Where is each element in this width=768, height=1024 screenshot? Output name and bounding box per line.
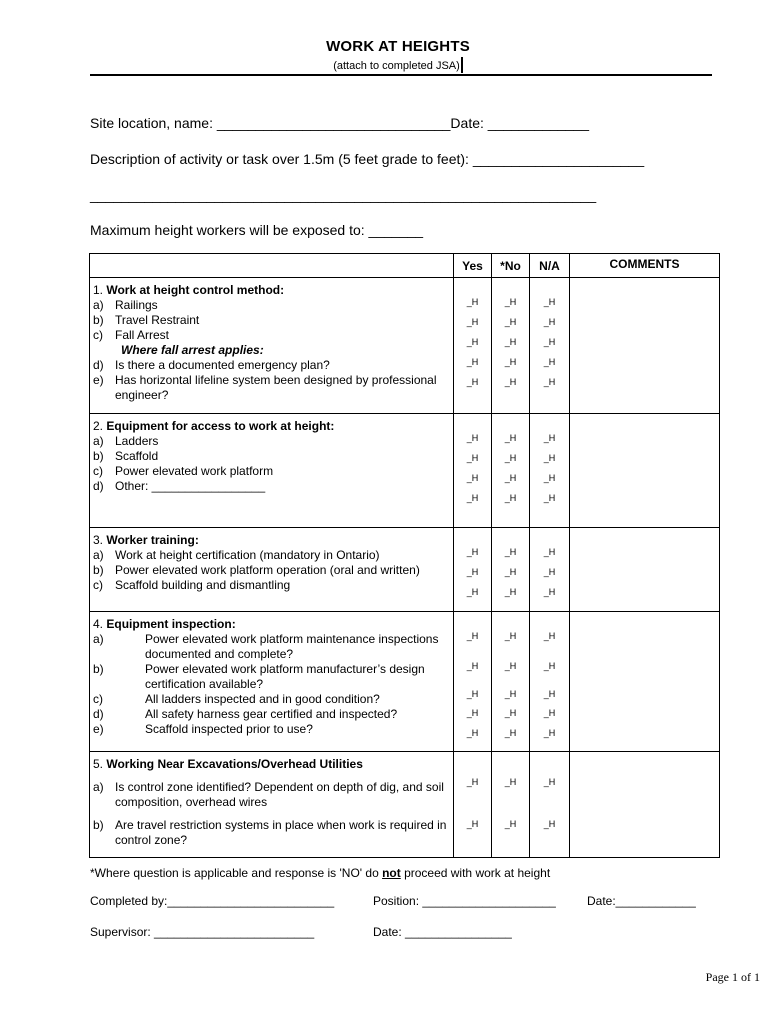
supervisor-field[interactable]: Supervisor: ________________________ (90, 925, 315, 939)
item-text: Work at height certification (mandatory in Ontario) (115, 548, 380, 562)
yes-checkbox[interactable]: _H (466, 587, 479, 597)
item-text: Other: _________________ (115, 479, 266, 493)
na-checkbox-cell (530, 752, 570, 858)
section-heading: 4. Equipment inspection: (93, 617, 236, 631)
yes-checkbox[interactable]: _H (466, 689, 479, 699)
yes-checkbox[interactable]: _H (466, 631, 479, 641)
na-checkbox[interactable]: _H (543, 337, 556, 347)
checklist-item (93, 578, 449, 593)
na-checkbox[interactable]: _H (543, 708, 556, 718)
na-checkbox[interactable]: _H (543, 377, 556, 387)
yes-checkbox-cell (454, 528, 492, 612)
item-text: Power elevated work platform operation (oral and written) (115, 563, 420, 577)
no-checkbox[interactable]: _H (504, 689, 517, 699)
checklist-section-row (90, 414, 720, 528)
item-letter: b) (93, 563, 104, 577)
question-cell (90, 414, 454, 528)
no-checkbox[interactable]: _H (504, 453, 517, 463)
checklist-item (93, 358, 449, 373)
item-text: Scaffold (115, 449, 159, 463)
yes-checkbox[interactable]: _H (466, 777, 479, 787)
no-checkbox[interactable]: _H (504, 728, 517, 738)
no-checkbox[interactable]: _H (504, 777, 517, 787)
item-text: All ladders inspected and in good condition? (145, 692, 380, 706)
no-checkbox[interactable]: _H (504, 377, 517, 387)
na-checkbox[interactable]: _H (543, 567, 556, 577)
yes-checkbox[interactable]: _H (466, 473, 479, 483)
question-cell (90, 528, 454, 612)
item-letter: c) (93, 328, 103, 342)
item-text: Is there a documented emergency plan? (115, 358, 330, 372)
yes-checkbox[interactable]: _H (466, 547, 479, 557)
no-checkbox[interactable]: _H (504, 317, 517, 327)
checklist-item (93, 818, 449, 848)
checklist-table (89, 253, 720, 858)
table-header-row (90, 254, 720, 278)
section-heading: 2. Equipment for access to work at height: (93, 419, 335, 433)
checklist-item (93, 548, 449, 563)
yes-checkbox[interactable]: _H (466, 433, 479, 443)
checklist-item (93, 464, 449, 479)
item-letter: c) (93, 464, 103, 478)
checklist-section-row (90, 752, 720, 858)
item-letter: b) (93, 662, 104, 676)
checklist-item (93, 313, 449, 328)
yes-checkbox-cell (454, 612, 492, 752)
item-text: Scaffold inspected prior to use? (145, 722, 313, 736)
item-letter: b) (93, 449, 104, 463)
text-cursor (461, 57, 463, 73)
na-checkbox[interactable]: _H (543, 297, 556, 307)
na-checkbox[interactable]: _H (543, 473, 556, 483)
form-title: WORK AT HEIGHTS (326, 38, 470, 55)
na-checkbox[interactable]: _H (543, 587, 556, 597)
item-letter: c) (93, 692, 103, 706)
yes-checkbox-cell (454, 752, 492, 858)
checklist-item (93, 479, 449, 494)
section-heading: 3. Worker training: (93, 533, 199, 547)
checklist-item (93, 298, 449, 313)
no-column-header: *No (492, 254, 530, 278)
no-checkbox-cell (492, 612, 530, 752)
page-number: Page 1 of 1 (705, 970, 760, 984)
item-letter: d) (93, 479, 104, 493)
warning-note: *Where question is applicable and response is 'NO' do not proceed with work at height (90, 866, 551, 880)
checklist-item (93, 692, 449, 707)
item-text: Has horizontal lifeline system been designed by professional engineer? (115, 373, 437, 402)
yes-column-header: Yes (454, 254, 492, 278)
no-checkbox[interactable]: _H (504, 297, 517, 307)
no-checkbox[interactable]: _H (504, 587, 517, 597)
item-letter: d) (93, 707, 104, 721)
na-checkbox-cell (530, 278, 570, 414)
no-checkbox[interactable]: _H (504, 547, 517, 557)
comments-cell[interactable] (570, 752, 720, 858)
na-checkbox[interactable]: _H (543, 661, 556, 671)
yes-checkbox-cell (454, 414, 492, 528)
max-height-field[interactable]: Maximum height workers will be exposed to: _______ (90, 222, 424, 238)
checklist-item (93, 449, 449, 464)
checklist-item (93, 707, 449, 722)
yes-checkbox[interactable]: _H (466, 567, 479, 577)
completed-date-field[interactable]: Date:____________ (587, 894, 696, 908)
na-checkbox[interactable]: _H (543, 433, 556, 443)
no-checkbox-cell (492, 752, 530, 858)
no-checkbox[interactable]: _H (504, 337, 517, 347)
checklist-section-row (90, 528, 720, 612)
item-text: Scaffold building and dismantling (115, 578, 291, 592)
form-subtitle: (attach to completed JSA) (0, 57, 768, 73)
position-field[interactable]: Position: ____________________ (373, 894, 556, 908)
na-checkbox[interactable]: _H (543, 453, 556, 463)
no-checkbox[interactable]: _H (504, 819, 517, 829)
checklist-item (93, 780, 449, 810)
checklist-item (93, 662, 449, 692)
site-location-field[interactable]: Site location, name: ______________________________Date: _____________ (90, 115, 590, 131)
yes-checkbox[interactable]: _H (466, 357, 479, 367)
yes-checkbox[interactable]: _H (466, 377, 479, 387)
checklist-section-row (90, 278, 720, 414)
item-text: Power elevated work platform (115, 464, 274, 478)
fall-arrest-subheading: Where fall arrest applies: (121, 343, 264, 357)
yes-checkbox[interactable]: _H (466, 493, 479, 503)
na-checkbox-cell (530, 528, 570, 612)
item-letter: b) (93, 313, 104, 327)
comments-column-header: COMMENTS (570, 254, 720, 278)
na-column-header: N/A (530, 254, 570, 278)
checklist-item (93, 373, 449, 403)
question-cell (90, 752, 454, 858)
checklist-section-row (90, 612, 720, 752)
item-text: Are travel restriction systems in place when work is required in control zone? (115, 818, 447, 847)
yes-checkbox[interactable]: _H (466, 297, 479, 307)
yes-checkbox-cell (454, 278, 492, 414)
item-letter: a) (93, 548, 104, 562)
na-checkbox-cell (530, 612, 570, 752)
na-checkbox[interactable]: _H (543, 493, 556, 503)
checklist-item (93, 563, 449, 578)
item-letter: d) (93, 358, 104, 372)
item-letter: a) (93, 298, 104, 312)
no-checkbox[interactable]: _H (504, 493, 517, 503)
item-text: Power elevated work platform manufacturer’s design certification available? (145, 662, 425, 691)
no-checkbox[interactable]: _H (504, 567, 517, 577)
no-checkbox-cell (492, 528, 530, 612)
item-letter: a) (93, 434, 104, 448)
item-letter: e) (93, 722, 104, 736)
yes-checkbox[interactable]: _H (466, 453, 479, 463)
comments-cell[interactable] (570, 414, 720, 528)
item-text: Power elevated work platform maintenance inspections documented and complete? (145, 632, 439, 661)
no-checkbox-cell (492, 414, 530, 528)
na-checkbox[interactable]: _H (543, 547, 556, 557)
item-letter: a) (93, 632, 104, 646)
question-cell (90, 612, 454, 752)
comments-cell[interactable] (570, 528, 720, 612)
yes-checkbox[interactable]: _H (466, 661, 479, 671)
checklist-item (93, 434, 449, 449)
na-checkbox-cell (530, 414, 570, 528)
checklist-item (93, 328, 449, 343)
item-text: Ladders (115, 434, 159, 448)
na-checkbox[interactable]: _H (543, 631, 556, 641)
no-checkbox[interactable]: _H (504, 708, 517, 718)
na-checkbox[interactable]: _H (543, 317, 556, 327)
section-heading: 5. Working Near Excavations/Overhead Utilities (93, 757, 363, 771)
checklist-item (93, 722, 449, 737)
description-continuation-line[interactable]: _________________________________________________________________ (90, 187, 597, 203)
item-letter: a) (93, 780, 104, 794)
item-text: Railings (115, 298, 158, 312)
comments-cell[interactable] (570, 612, 720, 752)
completed-by-field[interactable]: Completed by:_________________________ (90, 894, 335, 908)
yes-checkbox[interactable]: _H (466, 819, 479, 829)
na-checkbox[interactable]: _H (543, 728, 556, 738)
supervisor-date-field[interactable]: Date: ________________ (373, 925, 512, 939)
no-checkbox[interactable]: _H (504, 433, 517, 443)
na-checkbox[interactable]: _H (543, 777, 556, 787)
na-checkbox[interactable]: _H (543, 819, 556, 829)
item-text: All safety harness gear certified and inspected? (145, 707, 398, 721)
yes-checkbox[interactable]: _H (466, 337, 479, 347)
no-checkbox[interactable]: _H (504, 473, 517, 483)
item-text: Travel Restraint (115, 313, 200, 327)
na-checkbox[interactable]: _H (543, 357, 556, 367)
section-heading: 1. Work at height control method: (93, 283, 285, 297)
description-field[interactable]: Description of activity or task over 1.5m (5 feet grade to feet): ______________________ (90, 151, 645, 167)
item-letter: c) (93, 578, 103, 592)
item-letter: b) (93, 818, 104, 832)
yes-checkbox[interactable]: _H (466, 708, 479, 718)
no-checkbox[interactable]: _H (504, 357, 517, 367)
no-checkbox[interactable]: _H (504, 661, 517, 671)
yes-checkbox[interactable]: _H (466, 317, 479, 327)
no-checkbox[interactable]: _H (504, 631, 517, 641)
question-cell (90, 278, 454, 414)
comments-cell[interactable] (570, 278, 720, 414)
checklist-item (93, 632, 449, 662)
item-text: Is control zone identified? Dependent on depth of dig, and soil composition, overhead wires (115, 780, 444, 809)
na-checkbox[interactable]: _H (543, 689, 556, 699)
item-text: Fall Arrest (115, 328, 170, 342)
no-checkbox-cell (492, 278, 530, 414)
yes-checkbox[interactable]: _H (466, 728, 479, 738)
item-letter: e) (93, 373, 104, 387)
title-divider (90, 74, 712, 76)
